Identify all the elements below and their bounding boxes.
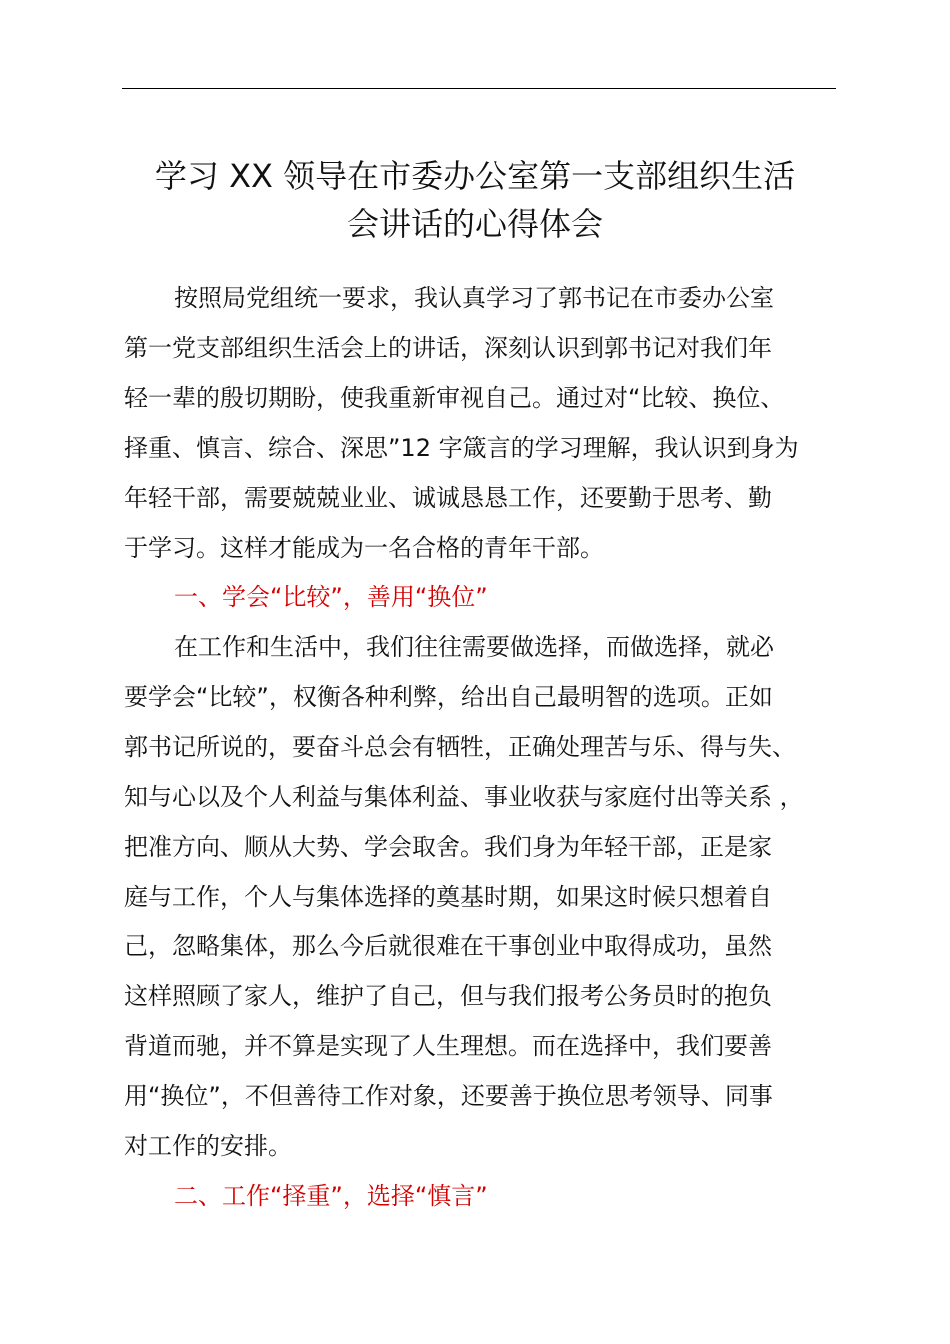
section-2-heading: 二、工作“择重”，选择“慎言” <box>174 1182 488 1210</box>
section-1-paragraph-line: 己，忽略集体，那么今后就很难在干事创业中取得成功，虽然 <box>124 932 772 960</box>
document-title-line-2: 会讲话的心得体会 <box>346 205 603 243</box>
document-title-line-1: 学习 XX 领导在市委办公室第一支部组织生活 <box>154 157 796 195</box>
section-1-paragraph-line: 这样照顾了家人，维护了自己，但与我们报考公务员时的抱负 <box>124 982 772 1010</box>
intro-paragraph-line: 于学习。这样才能成为一名合格的青年干部。 <box>124 534 604 562</box>
intro-paragraph-line: 按照局党组统一要求，我认真学习了郭书记在市委办公室 <box>174 284 774 312</box>
section-1-paragraph-line: 背道而驰，并不算是实现了人生理想。而在选择中，我们要善 <box>124 1032 772 1060</box>
section-1-paragraph-line: 要学会“比较”，权衡各种利弊，给出自己最明智的选项。正如 <box>124 683 773 711</box>
section-1-paragraph-line: 对工作的安排。 <box>124 1132 292 1160</box>
section-1-heading: 一、学会“比较”，善用“换位” <box>174 583 488 611</box>
section-1-paragraph-line: 在工作和生活中，我们往往需要做选择，而做选择，就必 <box>174 633 774 661</box>
intro-paragraph-line: 轻一辈的殷切期盼，使我重新审视自己。通过对“比较、换位、 <box>124 384 785 412</box>
section-1-paragraph-line: 郭书记所说的，要奋斗总会有牺牲，正确处理苦与乐、得与失、 <box>124 733 796 761</box>
section-1-paragraph-line: 把准方向、顺从大势、学会取舍。我们身为年轻干部，正是家 <box>124 833 772 861</box>
section-1-paragraph-line: 用“换位”，不但善待工作对象，还要善于换位思考领导、同事 <box>124 1082 773 1110</box>
intro-paragraph-line: 择重、慎言、综合、深思”12 字箴言的学习理解，我认识到身为 <box>124 434 799 462</box>
intro-paragraph-line: 年轻干部，需要兢兢业业、诚诚恳恳工作，还要勤于思考、勤 <box>124 484 772 512</box>
section-1-paragraph-line: 庭与工作，个人与集体选择的奠基时期，如果这时候只想着自 <box>124 883 772 911</box>
intro-paragraph-line: 第一党支部组织生活会上的讲话，深刻认识到郭书记对我们年 <box>124 334 772 362</box>
section-1-paragraph-line: 知与心以及个人利益与集体利益、事业收获与家庭付出等关系 ， <box>124 783 804 811</box>
header-rule <box>122 88 836 89</box>
